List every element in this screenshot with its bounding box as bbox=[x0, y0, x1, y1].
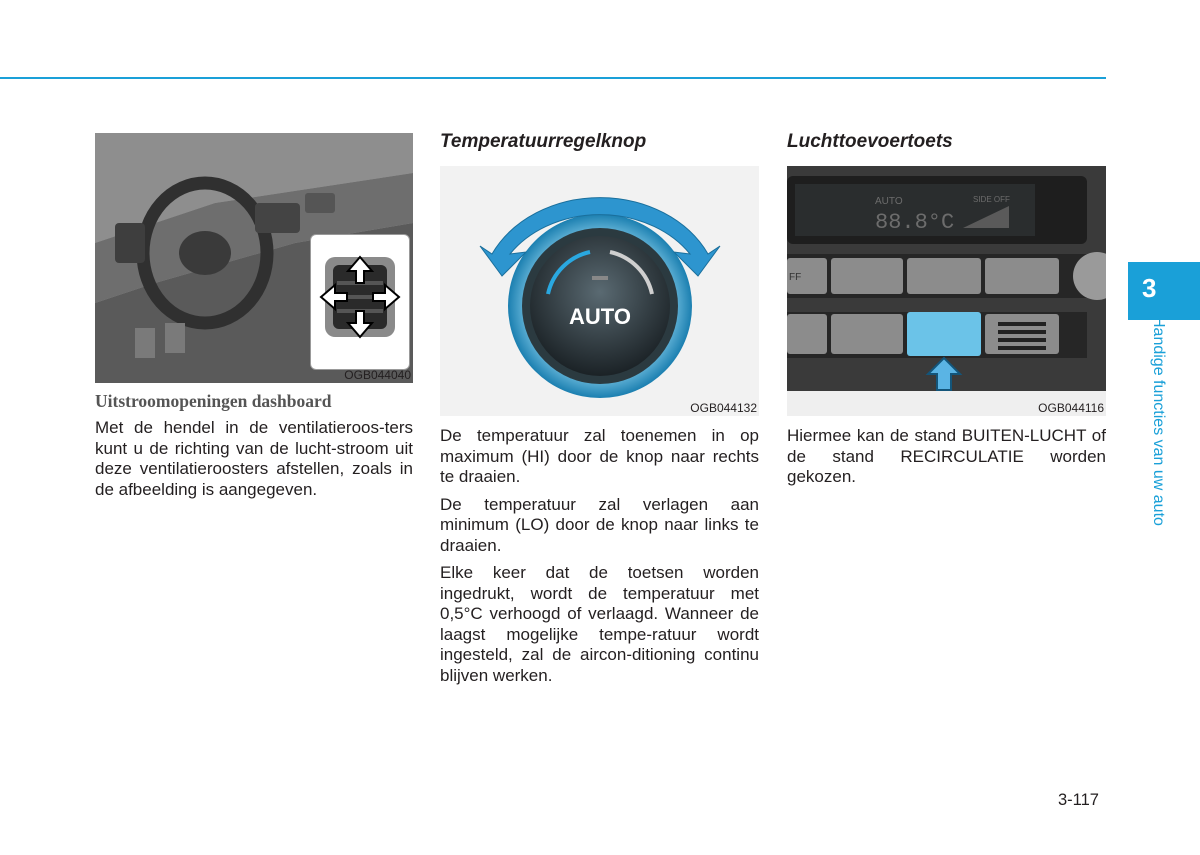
air-intake-figure bbox=[787, 166, 1106, 416]
body-paragraph-3: Elke keer dat de toetsen worden ingedrukt, wordt de temperatuur met 0,5°C verhoogd of verlaagd. Wanneer de laagst mogelijke tempe-ratuur wordt ingesteld, zal de aircon-ditioning continu blijven werken. bbox=[440, 563, 759, 685]
column-temperature-knob bbox=[440, 128, 759, 693]
display-off: FF bbox=[789, 272, 802, 283]
display-side-off: SIDE OFF bbox=[973, 195, 1010, 204]
chapter-tab bbox=[1128, 262, 1200, 320]
body-paragraph: Met de hendel in de ventilatieroos-ters kunt u de richting van de lucht-stroom uit deze ventilatieroosters afstellen, zoals in de afbeelding is aangegeven. bbox=[95, 418, 413, 499]
display-temp: 88.8°C bbox=[875, 210, 955, 235]
chapter-title: Handige functies van uw auto bbox=[1150, 316, 1167, 526]
body-paragraph: Hiermee kan de stand BUITEN-LUCHT of de stand RECIRCULATIE worden gekozen. bbox=[787, 426, 1106, 486]
knob-illustration bbox=[440, 166, 759, 416]
dashboard-vent-figure bbox=[95, 133, 413, 383]
section-heading: Luchttoevoertoets bbox=[787, 131, 953, 152]
column-air-intake bbox=[787, 128, 1106, 495]
image-code: OGB044116 bbox=[1038, 401, 1104, 415]
vent-inset bbox=[310, 234, 410, 370]
body-paragraph-1: De temperatuur zal toenemen in op maximum (HI) door de knop naar rechts te draaien. bbox=[440, 426, 759, 486]
climate-panel-illustration bbox=[787, 166, 1106, 416]
section-heading: Temperatuurregelknop bbox=[440, 131, 647, 152]
temperature-knob-figure bbox=[440, 166, 759, 416]
column-dashboard-vents bbox=[95, 128, 413, 507]
vent-direction-icon bbox=[311, 235, 409, 369]
header-rule bbox=[0, 77, 1106, 79]
display-auto: AUTO bbox=[875, 196, 903, 207]
page-number: 3-117 bbox=[1058, 791, 1099, 809]
image-code: OGB044040 bbox=[344, 368, 411, 382]
knob-auto-label: AUTO bbox=[569, 304, 631, 329]
body-paragraph-2: De temperatuur zal verlagen aan minimum (LO) door de knop naar links te draaien. bbox=[440, 494, 759, 555]
figure-caption: Uitstroomopeningen dashboard bbox=[95, 391, 332, 411]
chapter-number: 3 bbox=[1142, 273, 1157, 303]
chapter-title-vertical bbox=[1143, 316, 1173, 567]
image-code: OGB044132 bbox=[690, 401, 757, 415]
